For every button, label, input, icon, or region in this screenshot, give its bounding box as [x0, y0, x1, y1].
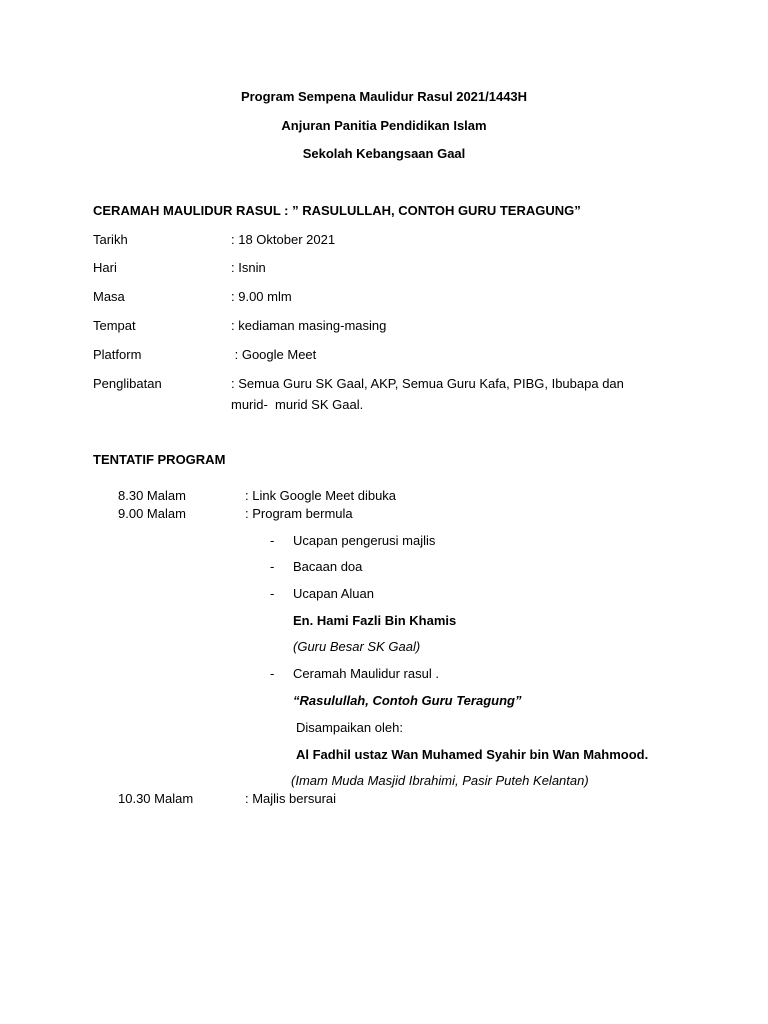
schedule-time: 10.30 Malam	[118, 791, 194, 806]
schedule-time: 8.30 Malam	[118, 488, 186, 503]
detail-value-hari: : Isnin	[231, 260, 266, 275]
detail-label-penglibatan: Penglibatan	[93, 376, 162, 391]
list-item-dash: -	[270, 559, 275, 574]
detail-value-tarikh: : 18 Oktober 2021	[231, 232, 336, 247]
detail-label-tempat: Tempat	[93, 318, 136, 333]
detail-label-tarikh: Tarikh	[93, 232, 128, 247]
list-item: Bacaan doa	[293, 559, 363, 574]
list-item: Ucapan Aluan	[293, 586, 374, 601]
detail-value-masa: : 9.00 mlm	[231, 289, 292, 304]
detail-label-hari: Hari	[93, 260, 117, 275]
speaker1-name: En. Hami Fazli Bin Khamis	[293, 613, 457, 628]
schedule-desc: : Majlis bersurai	[245, 791, 337, 806]
header-school: Sekolah Kebangsaan Gaal	[302, 146, 466, 161]
section-title: CERAMAH MAULIDUR RASUL : ” RASULULLAH, CONTOH GURU TERAGUNG”	[93, 203, 581, 218]
list-item-dash: -	[270, 666, 275, 681]
schedule-time: 9.00 Malam	[118, 506, 186, 521]
list-item: Ucapan pengerusi majlis	[293, 533, 436, 548]
list-item: Ceramah Maulidur rasul .	[293, 666, 439, 681]
schedule-desc: : Link Google Meet dibuka	[245, 488, 397, 503]
list-item-dash: -	[270, 533, 275, 548]
detail-value-tempat: : kediaman masing-masing	[231, 318, 387, 333]
speaker1-role: (Guru Besar SK Gaal)	[293, 639, 421, 654]
header-organizer: Anjuran Panitia Pendidikan Islam	[281, 118, 487, 133]
speaker2-name: Al Fadhil ustaz Wan Muhamed Syahir bin Wan Mahmood.	[296, 747, 649, 762]
speaker2-role: (Imam Muda Masjid Ibrahimi, Pasir Puteh Kelantan)	[291, 773, 589, 788]
delivered-by-label: Disampaikan oleh:	[296, 720, 403, 735]
talk-title: “Rasulullah, Contoh Guru Teragung”	[293, 693, 522, 708]
list-item-dash: -	[270, 586, 275, 601]
detail-label-platform: Platform	[93, 347, 142, 362]
detail-value-penglibatan-cont: murid- murid SK Gaal.	[231, 397, 364, 412]
detail-value-platform: : Google Meet	[231, 347, 317, 362]
schedule-desc: : Program bermula	[245, 506, 353, 521]
detail-value-penglibatan: : Semua Guru SK Gaal, AKP, Semua Guru Kafa, PIBG, Ibubapa dan	[231, 376, 624, 391]
header-title: Program Sempena Maulidur Rasul 2021/1443H	[240, 89, 528, 104]
tentatif-title: TENTATIF PROGRAM	[93, 452, 226, 467]
detail-label-masa: Masa	[93, 289, 125, 304]
